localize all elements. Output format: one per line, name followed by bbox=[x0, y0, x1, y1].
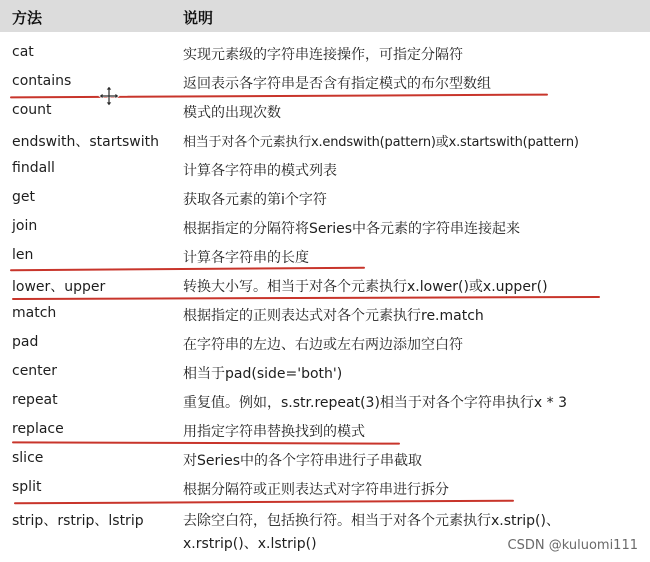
table-row bbox=[0, 241, 650, 270]
method-name: endswith、startswith bbox=[12, 134, 159, 150]
method-description: 计算各字符串的模式列表 bbox=[183, 163, 337, 179]
method-description: 返回表示各字符串是否含有指定模式的布尔型数组 bbox=[183, 76, 491, 92]
method-description: 用指定字符串替换找到的模式 bbox=[183, 424, 365, 440]
method-name: cat bbox=[12, 44, 34, 60]
method-description: 计算各字符串的长度 bbox=[183, 250, 309, 266]
method-name: match bbox=[12, 305, 57, 321]
watermark: CSDN @kuluomi111 bbox=[507, 538, 638, 553]
table-row bbox=[0, 386, 650, 415]
method-description: 去除空白符，包括换行符。相当于对各个元素执行x.strip()、 bbox=[183, 513, 560, 529]
method-description: 相当于对各个元素执行x.endswith(pattern)或x.startswith(pattern) bbox=[183, 135, 579, 150]
method-description: 相当于pad(side='both') bbox=[183, 366, 343, 382]
table-row bbox=[0, 328, 650, 357]
table-row bbox=[0, 444, 650, 473]
table-row bbox=[0, 154, 650, 183]
method-description: 重复值。例如，s.str.repeat(3)相当于对各个字符串执行x * 3 bbox=[183, 395, 568, 411]
method-name: replace bbox=[12, 421, 64, 437]
method-description: 转换大小写。相当于对各个元素执行x.lower()或x.upper() bbox=[183, 279, 548, 295]
table-row bbox=[0, 473, 650, 502]
method-name: split bbox=[12, 479, 42, 495]
method-description: 获取各元素的第i个字符 bbox=[183, 192, 327, 208]
table-row bbox=[0, 415, 650, 444]
method-description: 实现元素级的字符串连接操作，可指定分隔符 bbox=[183, 47, 463, 63]
method-name: repeat bbox=[12, 392, 58, 408]
table-header bbox=[0, 0, 650, 32]
method-description: 对Series中的各个字符串进行子串截取 bbox=[183, 453, 423, 469]
method-name: get bbox=[12, 189, 35, 205]
method-description: 根据指定的分隔符将Series中各元素的字符串连接起来 bbox=[183, 221, 521, 237]
method-name: join bbox=[12, 218, 38, 234]
method-description: 根据指定的正则表达式对各个元素执行re.match bbox=[183, 308, 484, 324]
table-row bbox=[0, 270, 650, 299]
method-name: pad bbox=[12, 334, 39, 350]
table-row bbox=[0, 357, 650, 386]
method-name: findall bbox=[12, 160, 55, 176]
method-description-continued: x.rstrip()、x.lstrip() bbox=[183, 536, 317, 552]
method-name: lower、upper bbox=[12, 279, 106, 295]
header-method: 方法 bbox=[12, 9, 43, 27]
header-description: 说明 bbox=[183, 9, 214, 27]
method-name: center bbox=[12, 363, 58, 379]
table-row bbox=[0, 125, 650, 154]
method-name: count bbox=[12, 102, 52, 118]
method-name: len bbox=[12, 247, 34, 263]
move-cursor-icon bbox=[98, 85, 120, 107]
method-name: strip、rstrip、lstrip bbox=[12, 513, 144, 529]
table-row bbox=[0, 212, 650, 241]
method-description: 在字符串的左边、右边或左右两边添加空白符 bbox=[183, 337, 463, 353]
table-row bbox=[0, 183, 650, 212]
table-row bbox=[0, 38, 650, 67]
method-description: 模式的出现次数 bbox=[183, 105, 281, 121]
method-name: contains bbox=[12, 73, 72, 89]
method-description: 根据分隔符或正则表达式对字符串进行拆分 bbox=[183, 482, 449, 498]
method-name: slice bbox=[12, 450, 44, 466]
table-row bbox=[0, 299, 650, 328]
